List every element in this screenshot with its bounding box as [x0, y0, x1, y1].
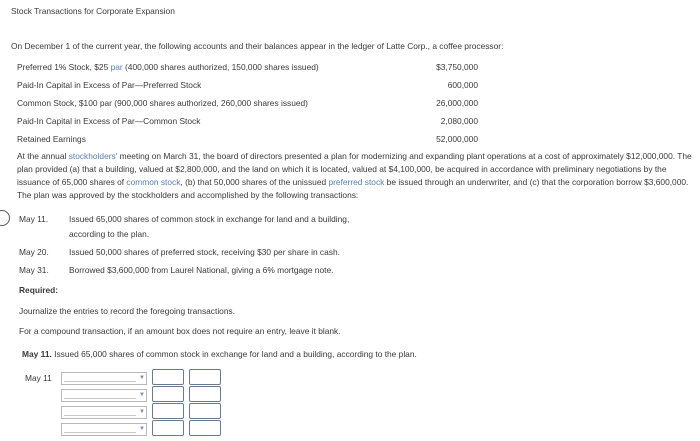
transaction-date: May 20. [19, 247, 49, 257]
instruction-text: For a compound transaction, if an amount box does not require an entry, leave it blank. [19, 326, 341, 336]
transaction-date: May 31. [19, 265, 49, 275]
credit-input[interactable] [189, 420, 221, 436]
caret-down-icon: ▼ [139, 375, 145, 381]
journal-date-label: May 11 [25, 373, 52, 383]
transaction-text: according to the plan. [69, 229, 150, 239]
side-panel-toggle[interactable] [0, 210, 10, 226]
account-row-label: Retained Earnings [17, 134, 86, 144]
credit-input[interactable] [189, 386, 221, 402]
glossary-link-common-stock[interactable]: common stock [126, 177, 181, 187]
intro-text: On December 1 of the current year, the following accounts and their balances appear in the ledger of Latte Corp., a coffee processor: [11, 41, 504, 51]
glossary-link-preferred-stock[interactable]: preferred stock [328, 177, 385, 187]
account-row-amount: 600,000 [447, 80, 478, 90]
debit-input[interactable] [152, 369, 184, 385]
account-row-amount: 2,080,000 [440, 116, 478, 126]
debit-input[interactable] [152, 386, 184, 402]
caret-down-icon: ▼ [139, 409, 145, 415]
account-dropdown[interactable] [61, 423, 147, 436]
glossary-link-par[interactable]: par [110, 62, 123, 72]
account-row-amount: 26,000,000 [436, 98, 478, 108]
account-row-amount: 52,000,000 [436, 134, 478, 144]
account-row-label: Paid-In Capital in Excess of Par—Preferred Stock [17, 80, 202, 90]
glossary-link-stockholders[interactable]: stockholders' [68, 151, 118, 161]
account-row-label: Paid-In Capital in Excess of Par—Common Stock [17, 116, 201, 126]
credit-input[interactable] [189, 403, 221, 419]
debit-input[interactable] [152, 403, 184, 419]
account-dropdown[interactable] [61, 406, 147, 419]
debit-input[interactable] [152, 420, 184, 436]
account-row-label: Common Stock, $100 par (900,000 shares authorized, 260,000 shares issued) [17, 98, 308, 108]
scenario-paragraph: At the annual stockholders' meeting on March 31, the board of directors presented a plan for modernizing and expanding plant operations at a cost of approximately $12,000,000. The plan provided (a) that a building, valued at $2,800,000, and the land on which it is located, valued at $4,100,000, be acquired in accordance with preliminary negotiations by the issuance of 65,000 shares of common stock, (b) that 50,000 shares of the unissued preferred stock be issued through an underwriter, and (c) that the corporation borrow $3,600,000. The plan was approved by the stockholders and accomplished by the following transactions: [17, 151, 692, 200]
caret-down-icon: ▼ [139, 392, 145, 398]
account-row-label: Preferred 1% Stock, $25 par (400,000 shares authorized, 150,000 shares issued) [17, 62, 319, 72]
account-dropdown[interactable] [61, 389, 147, 402]
page-title: Stock Transactions for Corporate Expansion [11, 6, 175, 16]
caret-down-icon: ▼ [139, 426, 145, 432]
instruction-text: Journalize the entries to record the foregoing transactions. [19, 306, 236, 316]
transaction-text: Issued 50,000 shares of preferred stock, receiving $30 per share in cash. [69, 247, 340, 257]
transaction-text: Borrowed $3,600,000 from Laurel National, giving a 6% mortgage note. [69, 265, 334, 275]
account-dropdown[interactable] [61, 372, 147, 385]
required-label: Required: [19, 285, 59, 295]
credit-input[interactable] [189, 369, 221, 385]
transaction-date: May 11. [19, 214, 49, 224]
account-row-amount: $3,750,000 [436, 62, 478, 72]
transaction-text: Issued 65,000 shares of common stock in exchange for land and a building, [69, 214, 350, 224]
entry-heading: May 11. Issued 65,000 shares of common stock in exchange for land and a building, according to the plan. [22, 349, 417, 359]
